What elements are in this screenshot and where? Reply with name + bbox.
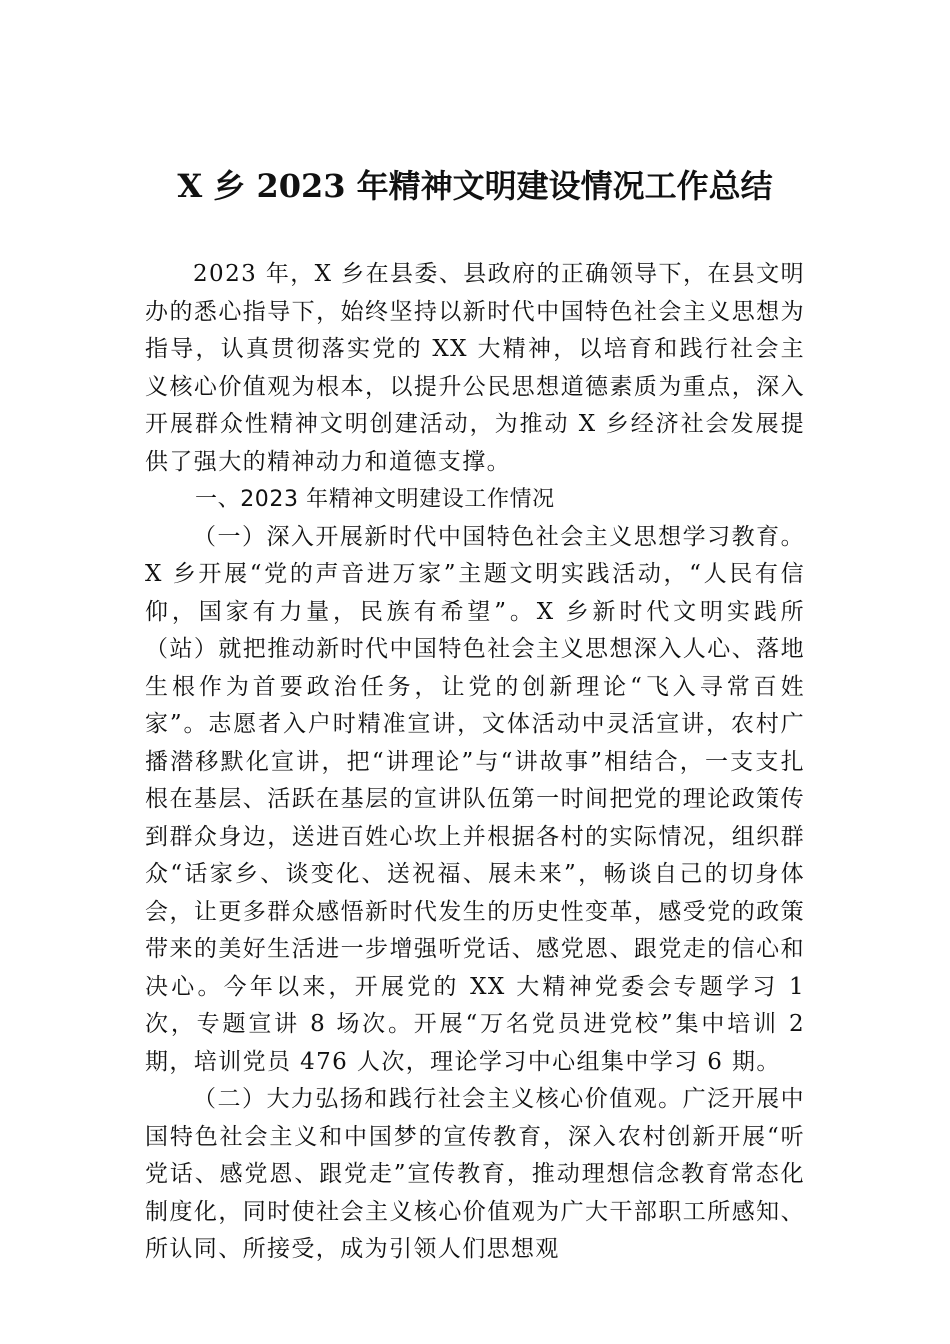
section-paragraph-1: （一）深入开展新时代中国特色社会主义思想学习教育。X 乡开展“党的声音进万家”主题文明实践活动，“人民有信仰，国家有力量，民族有希望”。X 乡新时代文明实践所（站）就把推动新时代中国特色社会主义思想深入人心、落地生根作为首要政治任务，让党的创新理论“飞入寻常百姓家”。志愿者入户时精准宣讲，文体活动中灵活宣讲，农村广播潜移默化宣讲，把“讲理论”与“讲故事”相结合，一支支扎根在基层、活跃在基层的宣讲队伍第一时间把党的理论政策传到群众身边，送进百姓心坎上并根据各村的实际情况，组织群众“话家乡、谈变化、送祝福、展未来”，畅谈自己的切身体会，让更多群众感悟新时代发生的历史性变革，感受党的政策带来的美好生活进一步增强听党话、感党恩、跟党走的信心和决心。今年以来，开展党的 XX 大精神党委会专题学习 1 次，专题宣讲 8 场次。开展“万名党员进党校”集中培训 2 期，培训党员 476 人次，理论学习中心组集中学习 6 期。 [145,523,805,1075]
section-paragraph-2: （二）大力弘扬和践行社会主义核心价值观。广泛开展中国特色社会主义和中国梦的宣传教育，深入农村创新开展“听党话、感党恩、跟党走”宣传教育，推动理想信念教育常态化制度化，同时使社会主义核心价值观为广大干部职工所感知、所认同、所接受，成为引领人们思想观 [145,1086,805,1262]
document-title: X 乡 2023 年精神文明建设情况工作总结 [177,167,773,205]
document-body [145,256,805,1269]
section-heading: 一、2023 年精神文明建设工作情况 [195,487,555,512]
intro-paragraph: 2023 年，X 乡在县委、县政府的正确领导下，在县文明办的悉心指导下，始终坚持以新时代中国特色社会主义思想为指导，认真贯彻落实党的 XX 大精神，以培育和践行社会主义核心价值观为根本，以提升公民思想道德素质为重点，深入开展群众性精神文明创建活动，为推动 X 乡经济社会发展提供了强大的精神动力和道德支撑。 [145,261,805,475]
